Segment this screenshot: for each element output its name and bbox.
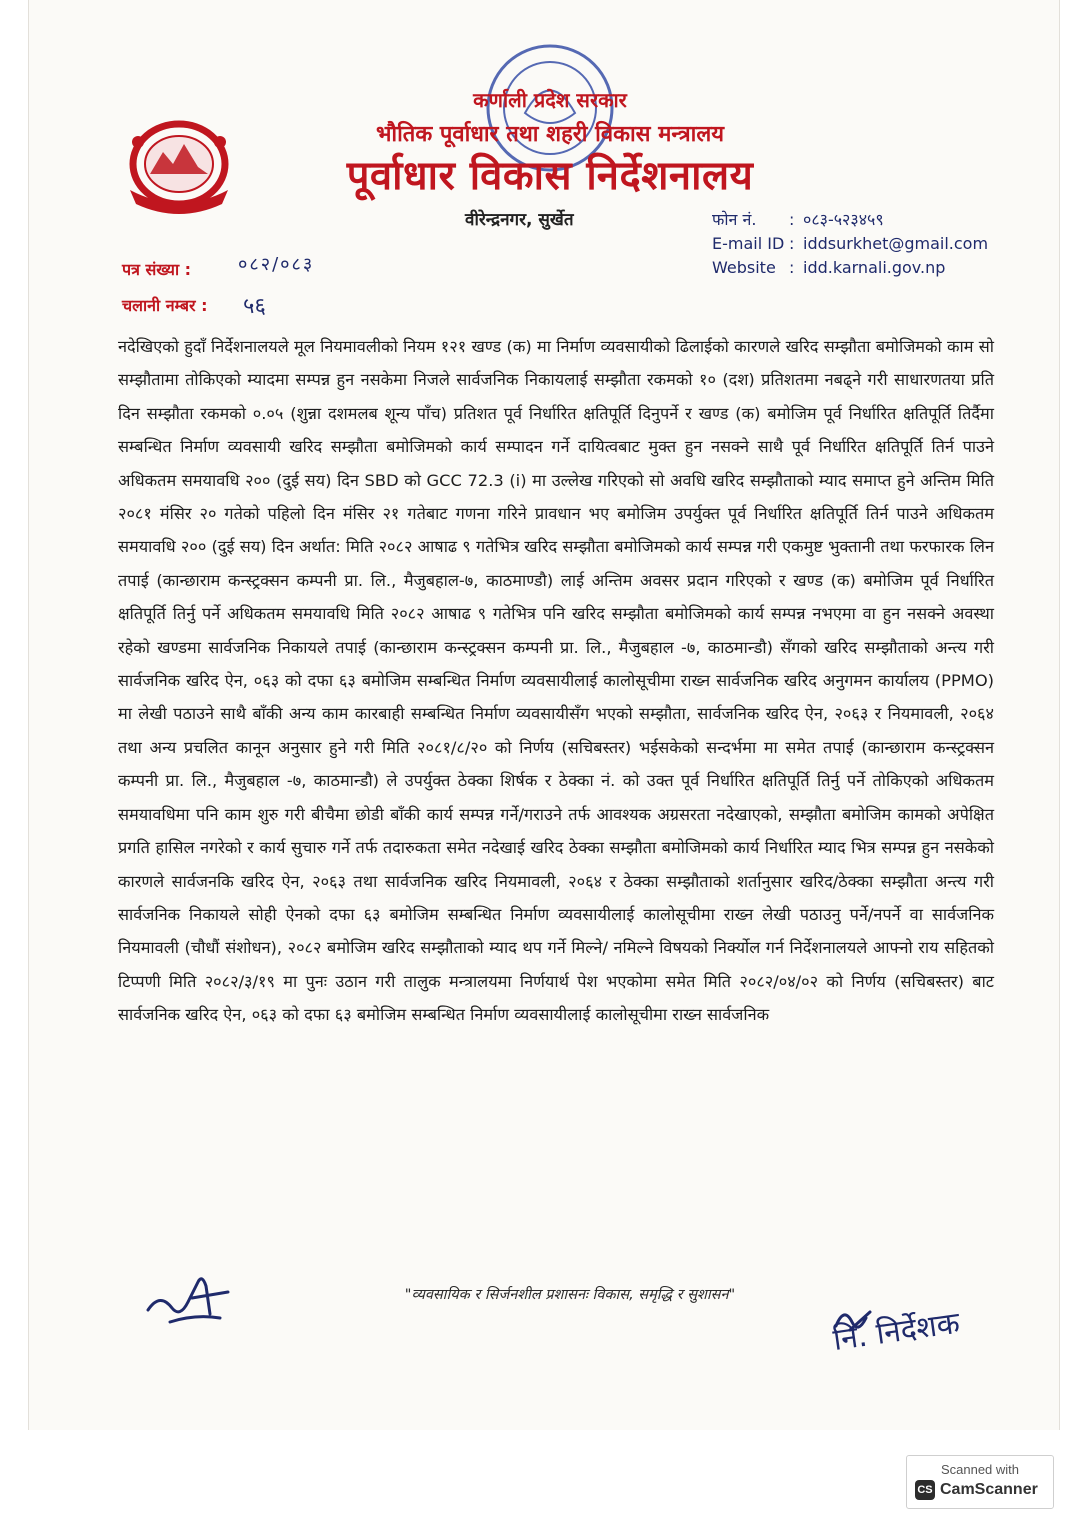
contact-block <box>712 208 988 280</box>
separator: : <box>789 234 795 253</box>
letter-number-label: पत्र संख्या : <box>122 260 192 279</box>
government-name: कर्णाली प्रदेश सरकार <box>473 88 627 112</box>
phone-label: फोन नं. <box>712 210 757 229</box>
ministry-name: भौतिक पूर्वाधार तथा शहरी विकास मन्त्रालय <box>375 122 725 147</box>
website-value: idd.karnali.gov.np <box>803 258 946 277</box>
camscanner-brand <box>915 1480 1038 1500</box>
phone-row <box>712 208 988 232</box>
scanned-with-label: Scanned with <box>940 1462 1020 1477</box>
separator: : <box>789 210 795 229</box>
directorate-name: पूर्वाधार विकास निर्देशनालय <box>346 153 754 199</box>
email-value: iddsurkhet@gmail.com <box>803 234 989 253</box>
nepal-emblem-icon <box>118 112 240 222</box>
phone-value: ०८३-५२३४५९ <box>803 210 884 229</box>
camscanner-logo-icon: CS <box>915 1480 935 1500</box>
website-row <box>712 256 988 280</box>
email-row <box>712 232 988 256</box>
initials-signature <box>140 1262 240 1332</box>
motto: "व्यवसायिक र सिर्जनशील प्रशासनः विकास, समृद्धि र सुशासन" <box>404 1287 736 1303</box>
separator: : <box>789 258 795 277</box>
website-label: Website <box>712 258 776 277</box>
office-location: वीरेन्द्रनगर, सुर्खेत <box>465 210 574 230</box>
signatory-title: नि. निर्देशक <box>830 1305 962 1359</box>
dispatch-number-value: ५६ <box>243 294 266 319</box>
dispatch-number-label: चलानी नम्बर : <box>122 296 208 315</box>
camscanner-badge <box>906 1455 1054 1509</box>
email-label: E-mail ID <box>712 234 785 253</box>
camscanner-name: CamScanner <box>940 1481 1038 1498</box>
letter-body: नदेखिएको हुदाँ निर्देशनालयले मूल नियमावलीको नियम १२१ खण्ड (क) मा निर्माण व्यवसायीको ढिलाईको कारणले खरिद सम्झौता बमोजिमको काम सो सम्झौतामा तोकिएको म्यादमा सम्पन्न हुन नसकेमा निजले सार्वजनिक निकायलाई सम्झौता रकमको १० (दश) प्रतिशतमा नबढ्ने गरी साधारणतया प्रति दिन सम्झौता रकमको ०.०५ (शुन्ना दशमलब शून्य पाँच) प्रतिशत पूर्व निर्धारित क्षतिपूर्ति दिनुपर्ने र खण्ड (क) बमोजिम पूर्व निर्धारित क्षतिपूर्ति तिर्दैमा सम्बन्धित निर्माण व्यवसायी खरिद सम्झौता बमोजिमको कार्य सम्पादन गर्ने दायित्वबाट मुक्त हुन नसक्ने साथै पूर्व निर्धारित क्षतिपूर्ति तिर्न पाउने अधिकतम समयावधि २०० (दुई सय) दिन SBD को GCC 72.3 (i) मा उल्लेख गरिएको सो अवधि खरिद सम्झौताको म्याद समाप्त हुने अन्तिम मिति २०८१ मंसिर २० गतेको पहिलो दिन मंसिर २१ गतेबाट गणना गरिने प्रावधान भए बमोजिम उपर्युक्त पूर्व निर्धारित क्षतिपूर्ति तिर्न पाउने अधिकतम समयावधि २०० (दुई सय) दिन अर्थात: मिति २०८२ आषाढ ९ गतेभित्र खरिद सम्झौता बमोजिमको कार्य सम्पन्न गरी एकमुष्ट भुक्तानी तथा फरफारक लिन तपाई (कान्छाराम कन्स्ट्रक्सन कम्पनी प्रा. लि., मैजुबहाल-७, काठमाण्डौ) लाई अन्तिम अवसर प्रदान गरिएको र खण्ड (क) बमोजिम पूर्व निर्धारित क्षतिपूर्ति तिर्नु पर्ने अधिकतम समयावधि मिति २०८२ आषाढ ९ गतेभित्र पनि खरिद सम्झौता बमोजिमको कार्य सम्पन्न नभएमा वा हुन नसक्ने अवस्था रहेको खण्डमा सार्वजनिक निकायले तपाई (कान्छाराम कन्स्ट्रक्सन कम्पनी प्रा. लि., मैजुबहाल -७, काठमान्डौ) सँगको खरिद सम्झौताको अन्त्य गरी सार्वजनिक खरिद ऐन, ०६३ को दफा ६३ बमोजिम सम्बन्धित निर्माण व्यवसायीलाई कालोसूचीमा राख्न सार्वजनिक खरिद अनुगमन कार्यालय (PPMO) मा लेखी पठाउने साथै बाँकी अन्य काम कारबाही सम्बन्धित निर्माण व्यवसायीसँग भएको सम्झौता, सार्वजनिक खरिद ऐन, २०६३ र नियमावली, २०६४ तथा अन्य प्रचलित कानून अनुसार हुने गरी मिति २०८१/८/२० को निर्णय (सचिबस्तर) भईसकेको सन्दर्भमा मा समेत तपाई (कान्छाराम कन्स्ट्रक्सन कम्पनी प्रा. लि., मैजुबहाल -७, काठमान्डौ) ले उपर्युक्त ठेक्का शिर्षक र ठेक्का नं. को उक्त पूर्व निर्धारित क्षतिपूर्ति तिर्नु पर्ने तोकिएको अधिकतम समयावधिमा पनि काम शुरु गरी बीचैमा छोडी बाँकी कार्य सम्पन्न गर्ने/गराउने तर्फ आवश्यक अग्रसरता नदेखाएको, सम्झौता बमोजिम कामको अपेक्षित प्रगति हासिल नगरेको र कार्य सुचारु गर्ने तर्फ तदारुकता समेत नदेखाई खरिद ठेक्का सम्झौता बमोजिमको कार्य निर्धारित म्याद भित्र सम्पन्न हुन नसकेको कारणले सार्वजनकि खरिद ऐन, २०६३ तथा सार्वजनिक खरिद नियमावली, २०६४ र ठेक्का सम्झौताको शर्तानुसार खरिद/ठेक्का सम्झौता अन्त्य गरी सार्वजनिक निकायले सोही ऐनको दफा ६३ बमोजिम सम्बन्धित निर्माण व्यवसायीलाई कालोसूचीमा राख्न लेखी पठाउनु पर्ने/नपर्ने वा सार्वजनिक नियमावली (चौधौं संशोधन), २०८२ बमोजिम खरिद सम्झौताको म्याद थप गर्ने मिल्ने/ नमिल्ने विषयको निर्क्योल गर्न निर्देशनालयले आफ्नो राय सहितको टिप्पणी मिति २०८२/३/१९ मा पुनः उठान गरी तालुक मन्त्रालयमा निर्णयार्थ पेश भएकोमा समेत मिति २०८२/०४/०२ को निर्णय (सचिबस्तर) बाट सार्वजनिक खरिद ऐन, ०६३ को दफा ६३ बमोजिम सम्बन्धित निर्माण व्यवसायीलाई कालोसूचीमा राख्न सार्वजनिक <box>118 337 994 1025</box>
letter-number-value: ०८२/०८३ <box>238 254 315 275</box>
